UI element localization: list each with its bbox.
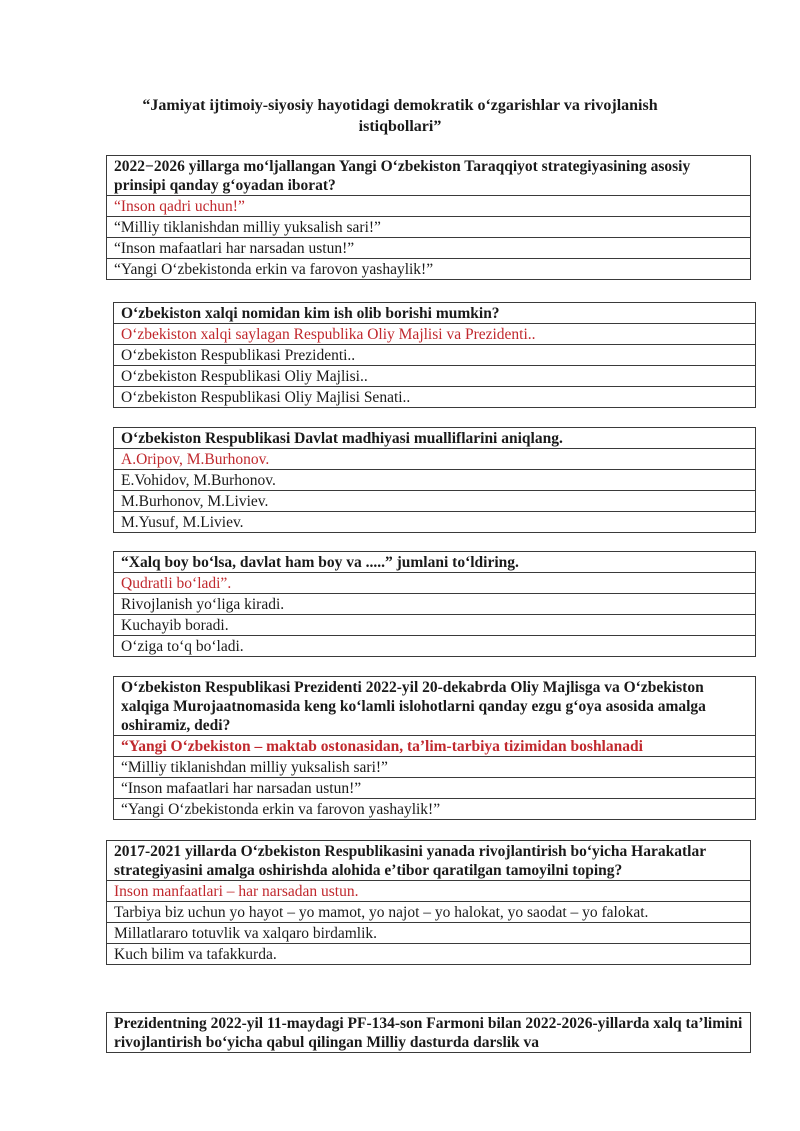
answer-option-correct: “Inson qadri uchun!” [107, 196, 751, 217]
answer-option: O‘zbekiston Respublikasi Oliy Majlisi.. [114, 366, 756, 387]
answer-option: “Milliy tiklanishdan milliy yuksalish sari!” [107, 217, 751, 238]
question-text: Prezidentning 2022-yil 11-maydagi PF-134-son Farmoni bilan 2022-2026-yillarda xalq ta’limini rivojlantirish bo‘yicha qabul qilingan Milliy dasturda darslik va [107, 1013, 751, 1053]
question-block-3 [113, 427, 756, 533]
answer-option-correct: O‘zbekiston xalqi saylagan Respublika Oliy Majlisi va Prezidenti.. [114, 324, 756, 345]
question-text: O‘zbekiston Respublikasi Prezidenti 2022-yil 20-dekabrda Oliy Majlisga va O‘zbekiston xalqiga Murojaatnomasida keng ko‘lamli islohotlarni qanday ezgu g‘oya asosida amalga oshiramiz, dedi? [114, 677, 756, 736]
question-text: O‘zbekiston xalqi nomidan kim ish olib borishi mumkin? [114, 303, 756, 324]
answer-option: “Yangi O‘zbekistonda erkin va farovon yashaylik!” [107, 259, 751, 280]
answer-option: Rivojlanish yo‘liga kiradi. [114, 594, 756, 615]
question-block-2 [113, 302, 756, 408]
question-text: 2022−2026 yillarga mo‘ljallangan Yangi O‘zbekiston Taraqqiyot strategiyasining asosiy prinsipi qanday g‘oyadan iborat? [107, 156, 751, 196]
answer-option-correct: A.Oripov, M.Burhonov. [114, 449, 756, 470]
answer-option: Millatlararo totuvlik va xalqaro birdamlik. [107, 923, 751, 944]
question-block-5 [113, 676, 756, 820]
answer-option: Kuchayib boradi. [114, 615, 756, 636]
answer-option: Tarbiya biz uchun yo hayot – yo mamot, yo najot – yo halokat, yo saodat – yo falokat. [107, 902, 751, 923]
question-block-4 [113, 551, 756, 657]
question-block-7 [106, 1012, 751, 1053]
answer-option: “Inson mafaatlari har narsadan ustun!” [107, 238, 751, 259]
question-block-1 [106, 155, 751, 280]
answer-option: “Yangi O‘zbekistonda erkin va farovon yashaylik!” [114, 799, 756, 820]
answer-option-correct: Qudratli bo‘ladi”. [114, 573, 756, 594]
question-text: 2017-2021 yillarda O‘zbekiston Respublikasini yanada rivojlantirish bo‘yicha Harakatlar strategiyasini amalga oshirishda alohida e’tibor qaratilgan tamoyilni toping? [107, 841, 751, 881]
answer-option: O‘zbekiston Respublikasi Prezidenti.. [114, 345, 756, 366]
answer-option: M.Burhonov, M.Liviev. [114, 491, 756, 512]
question-block-6 [106, 840, 751, 965]
answer-option: E.Vohidov, M.Burhonov. [114, 470, 756, 491]
answer-option: “Milliy tiklanishdan milliy yuksalish sari!” [114, 757, 756, 778]
answer-option: O‘ziga to‘q bo‘ladi. [114, 636, 756, 657]
answer-option-correct: “Yangi O‘zbekiston – maktab ostonasidan, ta’lim-tarbiya tizimidan boshlanadi [114, 736, 756, 757]
question-text: O‘zbekiston Respublikasi Davlat madhiyasi mualliflarini aniqlang. [114, 428, 756, 449]
answer-option: Kuch bilim va tafakkurda. [107, 944, 751, 965]
answer-option: “Inson mafaatlari har narsadan ustun!” [114, 778, 756, 799]
answer-option: O‘zbekiston Respublikasi Oliy Majlisi Senati.. [114, 387, 756, 408]
answer-option: M.Yusuf, M.Liviev. [114, 512, 756, 533]
document-title: “Jamiyat ijtimoiy-siyosiy hayotidagi demokratik o‘zgarishlar va rivojlanish istiqbollari” [142, 97, 658, 135]
question-text: “Xalq boy bo‘lsa, davlat ham boy va .....” jumlani to‘ldiring. [114, 552, 756, 573]
answer-option-correct: Inson manfaatlari – har narsadan ustun. [107, 881, 751, 902]
